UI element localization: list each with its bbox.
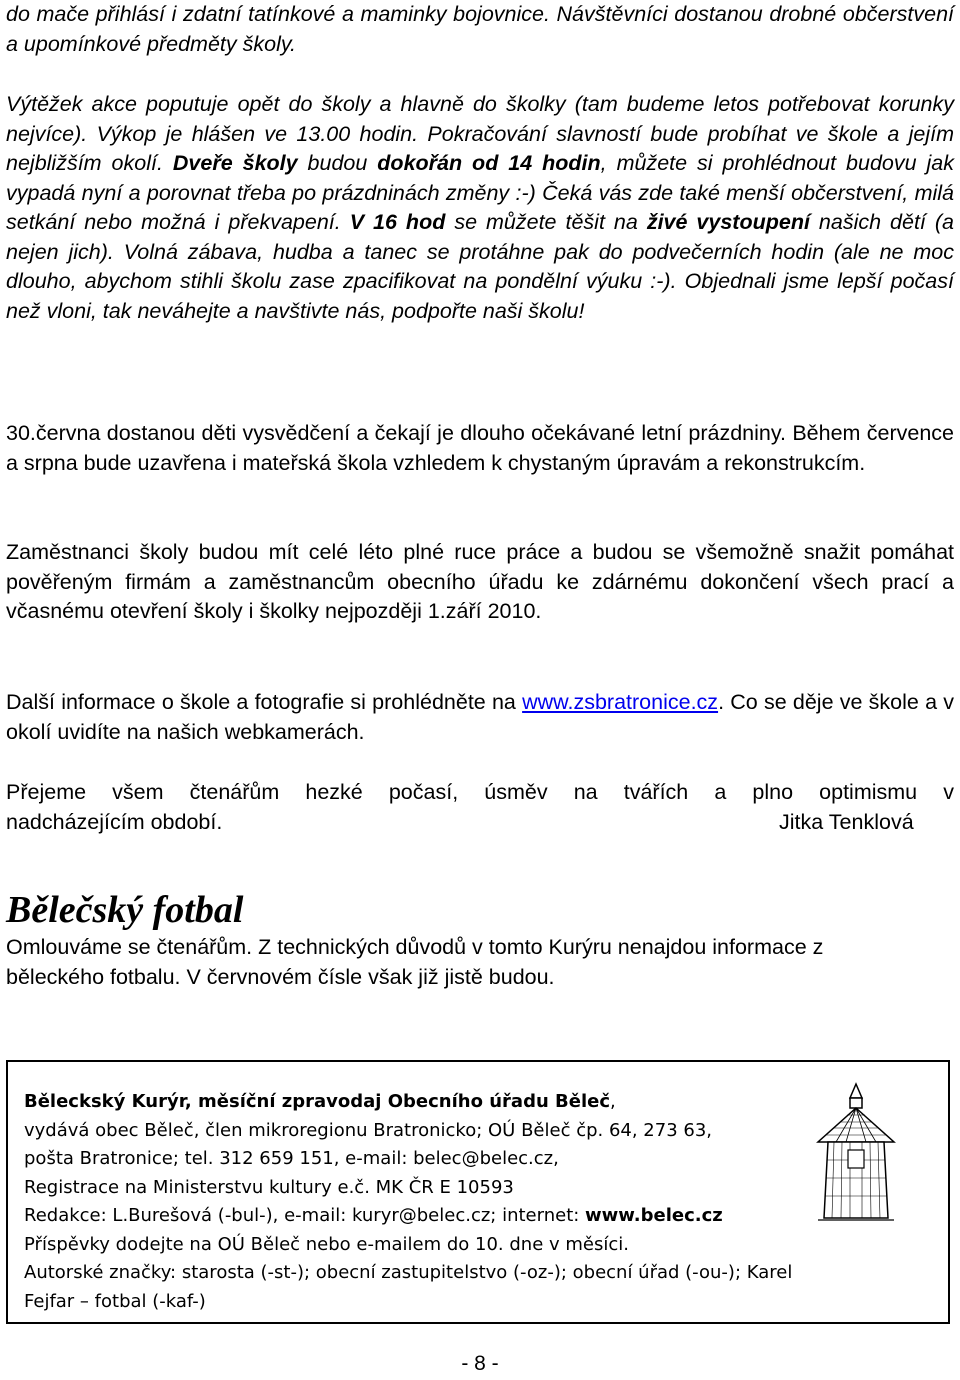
masthead-submissions: Příspěvky dodejte na OÚ Běleč nebo e-mailem do 10. dne v měsíci. [24,1233,629,1255]
masthead-website[interactable]: www.belec.cz [585,1205,723,1226]
masthead-title: Běleckský Kurýr, měsíční zpravodaj Obecního úřadu Běleč [24,1091,611,1112]
author-name: Jitka Tenklová [779,809,914,834]
masthead-marks-cont: Fejfar – fotbal (-kaf-) [24,1290,206,1312]
intro-text: do mače přihlásí i zdatní tatínkové a maminky bojovnice. Návštěvníci dostanou drobné občerstvení a upomínkové předměty školy. [6,2,954,56]
masthead-title-punct: , [610,1091,616,1112]
event-doors: Dveře školy [172,151,298,175]
masthead-registration: Registrace na Ministerstvu kultury e.č. MK ČR E 10593 [24,1176,514,1198]
masthead-publisher: vydává obec Běleč, člen mikroregionu Bratronicko; OÚ Běleč čp. 64, 273 63, [24,1119,713,1141]
paragraph-event [6,90,954,326]
event-text-e: , můžete si prohlédnout budovu jak vypadá nyní a porovnat třeba po prázdninách změny :-) Čeká vás zde také menší občerstvení, milá setkání nebo možná i překvapení. [6,151,955,234]
page-number: - 8 - [461,1352,499,1375]
football-heading: Bělečský fotbal [6,889,244,931]
masthead-contact: pošta Bratronice; tel. 312 659 151, e-mail: belec@belec.cz, [24,1148,559,1169]
event-open-time: dokořán od 14 hodin [377,151,601,175]
wishes-line-2: nadcházejícím období. [6,809,223,834]
masthead-marks: Autorské značky: starosta (-st-); obecní zastupitelstvo (-oz-); obecní úřad (-ou-); Karel [24,1262,793,1283]
paragraph-intro [6,0,954,59]
paragraph-wishes [6,778,954,837]
event-text-g: se můžete těšit na [445,210,647,234]
event-text-a: Výtěžek akce poputuje opět do školy a hlavně do školky (tam budeme letos potřebovat korunky nejvíce). Výkop je hlášen ve 13.00 hodin. Pokračování slavností bude probíhat ve škole a jejím nejbližším okolí. [6,92,954,175]
football-text: Omlouváme se čtenářům. Z technických důvodů v tomto Kurýru nenajdou informace z běleckého fotbalu. V červnovém čísle však již jistě budou. [6,935,824,989]
more-info-text: Další informace o škole a fotografie si prohlédněte na [6,690,523,714]
paragraph-staff: Zaměstnanci školy budou mít celé léto plné ruce práce a budou se všemožně snažit pomáhat pověřeným firmám a zaměstnancům obecního úřadu ke zdárnému dokončení všech prací a včasnému otevření školy i školky nejpozději 1.září 2010. [6,540,954,623]
event-text-c: budou [297,151,378,175]
event-16h: V 16 hod [349,210,446,234]
event-live-show: živé vystoupení [646,210,810,234]
wishes-line-1: Přejeme všem čtenářům hezké počasí, úsměv na tvářích a plno optimismu v [6,780,954,804]
event-text-i: našich dětí (a nejen jich). Volná zábava, hudba a tanec se protáhne pak do podvečerních hodin (ale ne moc dlouho, abychom stihli školu zase zpacifikovat na pondělní výuku :-). Objednali jsme lepší počasí než vloni, tak neváhejte a navštivte nás, podpořte naši školu! [6,210,955,323]
bell-tower-icon [806,1080,906,1225]
more-info-text-after: . Co se děje ve škole a v okolí uvidíte na našich webkamerách. [6,690,955,744]
paragraph-holidays: 30.června dostanou děti vysvědčení a čekají je dlouho očekávané letní prázdniny. Během července a srpna bude uzavřena i mateřská škola vzhledem k chystaným úpravám a rekonstrukcím. [6,421,954,475]
school-website-link[interactable]: www.zsbratronice.cz [522,690,719,714]
masthead-box [6,1060,950,1324]
masthead-text [24,1088,884,1316]
paragraph-more-info [6,688,954,747]
masthead-editors: Redakce: L.Burešová (-bul-), e-mail: kuryr@belec.cz; internet: [24,1205,586,1226]
